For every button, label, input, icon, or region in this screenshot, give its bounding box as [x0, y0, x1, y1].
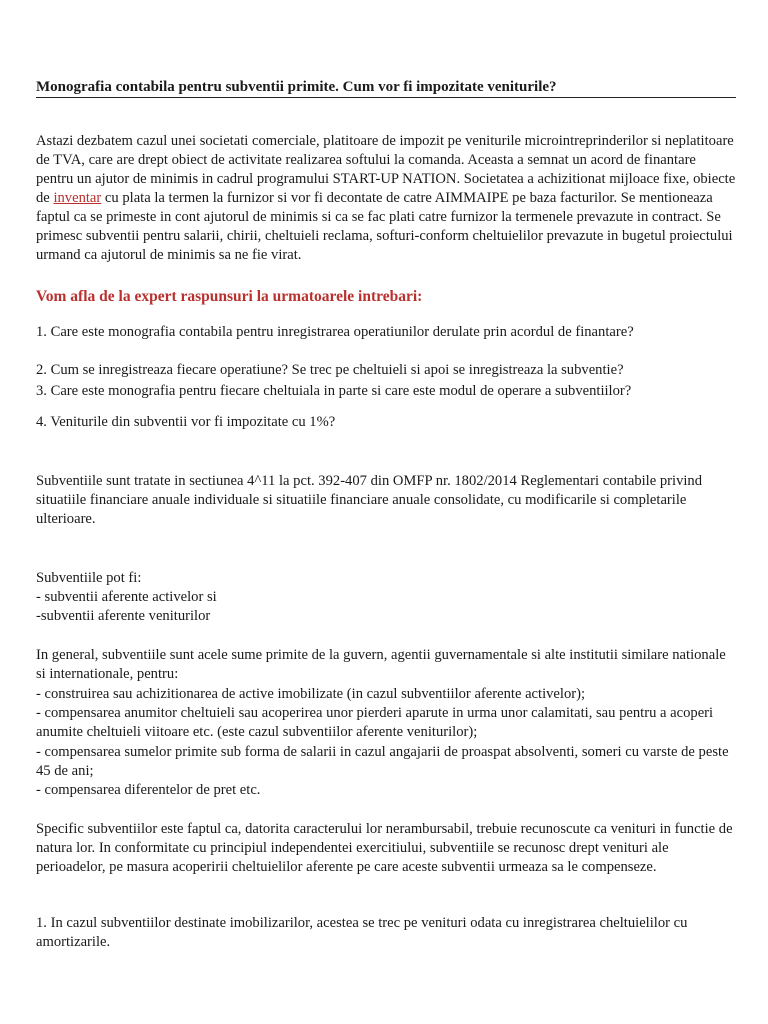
type-item-2: -subventii aferente veniturilor: [36, 608, 211, 624]
general-intro: In general, subventiile sunt acele sume primite de la guvern, agentii guvernamentale si alte institutii similare nationale si internationale, pentru:: [36, 647, 726, 682]
general-item-1: - construirea sau achizitionarea de active imobilizate (in cazul subventiilor aferente activelor);: [36, 686, 586, 702]
question-3: 3. Care este monografia pentru fiecare cheltuiala in parte si care este modul de operare a subventiilor?: [36, 383, 632, 399]
question-1: 1. Care este monografia contabila pentru inregistrarea operatiunilor derulate prin acordul de finantare?: [36, 324, 634, 340]
general-item-3: - compensarea sumelor primite sub forma de salarii in cazul angajarii de proaspat absolventi, someri cu varste de peste 45 de ani;: [36, 744, 729, 779]
question-4: 4. Veniturile din subventii vor fi impozitate cu 1%?: [36, 414, 336, 430]
document-title: Monografia contabila pentru subventii primite. Cum vor fi impozitate veniturile?: [36, 79, 557, 95]
intro-text-before-link: Astazi dezbatem cazul unei societati comerciale, platitoare de impozit pe veniturile microintreprinderilor si neplatitoare de TVA, care are drept obiect de activitate realizarea softului la comanda. Aceasta a semnat un acord de finantare pentru un ajutor de minimis in cadrul programului START-UP NATION. Societatea a achizitionat mijloace fixe, obiecte de: [36, 133, 736, 206]
type-item-1: - subventii aferente activelor si: [36, 589, 217, 605]
intro-text-after-link: cu plata la termen la furnizor si vor fi decontate de catre AIMMAIPE pe baza facturilor. Se mentioneaza faptul ca se primeste in cont ajutorul de minimis si ca se fac plati catre furnizor la termenele prevazute in contract. Se primesc subventii pentru salarii, chirii, cheltuieli reclama, softuri-conform cheltuielilor prevazute in bugetul proiectului urmand ca ajutorul de minimis sa ne fie virat.: [36, 190, 733, 263]
intro-paragraph: [36, 132, 736, 265]
question-2: 2. Cum se inregistreaza fiecare operatiune? Se trec pe cheltuieli si apoi se inregistreaza la subventie?: [36, 362, 624, 378]
questions-heading: Vom afla de la expert raspunsuri la urmatoarele intrebari:: [36, 288, 423, 305]
regulation-paragraph: Subventiile sunt tratate in sectiunea 4^11 la pct. 392-407 din OMFP nr. 1802/2014 Reglementari contabile privind situatiile financiare anuale individuale si situatiile financiare anuale consolidate, cu modificarile si completarile ulterioare.: [36, 473, 703, 527]
general-item-2: - compensarea anumitor cheltuieli sau acoperirea unor pierderi aparute in urma unor calamitati, sau pentru a acoperi anumite cheltuieli viitoare etc. (este cazul subventiilor aferente veniturilor);: [36, 705, 714, 740]
types-intro: Subventiile pot fi:: [36, 570, 142, 586]
inventar-link[interactable]: inventar: [53, 190, 102, 206]
specific-paragraph: Specific subventiilor este faptul ca, datorita caracterului lor nerambursabil, trebuie recunoscute ca venituri in functie de natura lor. In conformitate cu principiul independentei exercitiului, subventiile se recunosc drept venituri ale perioadelor, pe masura acoperirii cheltuielilor aferente pe care aceste subventii urmeaza sa le compenseze.: [36, 821, 733, 875]
general-item-4: - compensarea diferentelor de pret etc.: [36, 782, 261, 798]
point-1-paragraph: 1. In cazul subventiilor destinate imobilizarilor, acestea se trec pe venituri odata cu inregistrarea cheltuielilor cu amortizarile.: [36, 915, 688, 950]
title-underline: [36, 97, 736, 98]
